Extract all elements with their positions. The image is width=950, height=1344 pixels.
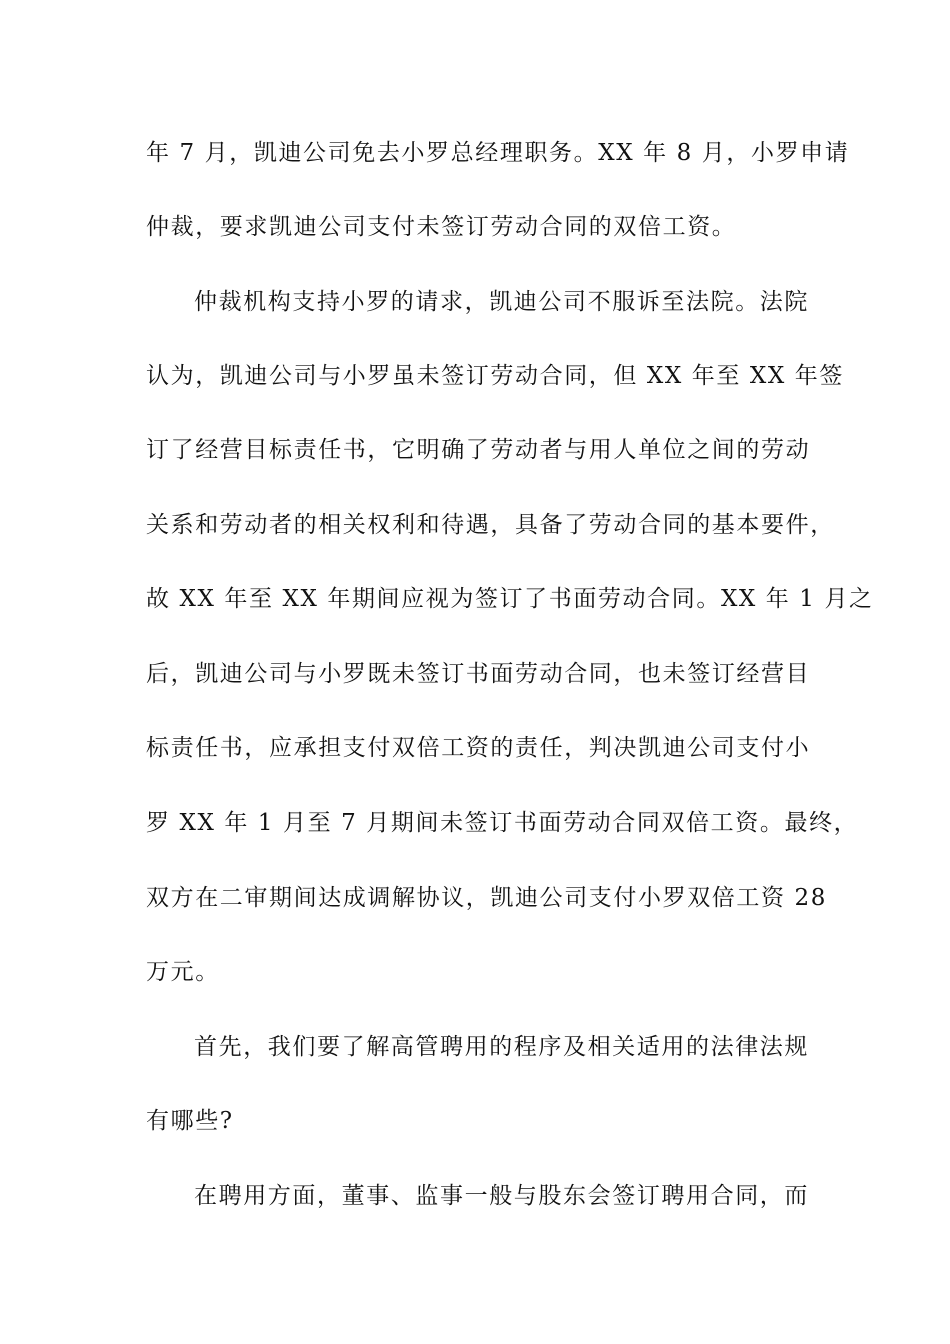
paragraph-start-line-3: 仲裁机构支持小罗的请求，凯迪公司不服诉至法院。法院: [194, 289, 809, 315]
paragraph-start-line-13: 首先，我们要了解高管聘用的程序及相关适用的法律法规: [194, 1034, 809, 1060]
text-line-9: 标责任书，应承担支付双倍工资的责任，判决凯迪公司支付小: [146, 735, 811, 761]
text-line-5: 订了经营目标责任书，它明确了劳动者与用人单位之间的劳动: [146, 437, 811, 463]
text-line-10: 罗 XX 年 1 月至 7 月期间未签订书面劳动合同双倍工资。最终，: [146, 810, 859, 836]
text-line-6: 关系和劳动者的相关权利和待遇，具备了劳动合同的基本要件，: [146, 512, 835, 538]
text-line-14: 有哪些?: [146, 1108, 234, 1134]
text-line-12: 万元。: [146, 959, 220, 985]
text-line-8: 后，凯迪公司与小罗既未签订书面劳动合同，也未签订经营目: [146, 661, 811, 687]
paragraph-start-line-15: 在聘用方面，董事、监事一般与股东会签订聘用合同，而: [194, 1183, 809, 1209]
text-line-11: 双方在二审期间达成调解协议，凯迪公司支付小罗双倍工资 28: [146, 885, 827, 911]
text-line-7: 故 XX 年至 XX 年期间应视为签订了书面劳动合同。XX 年 1 月之: [146, 586, 874, 612]
text-line-2: 仲裁，要求凯迪公司支付未签订劳动合同的双倍工资。: [146, 214, 737, 240]
text-line-4: 认为，凯迪公司与小罗虽未签订劳动合同，但 XX 年至 XX 年签: [146, 363, 844, 389]
text-line-1: 年 7 月，凯迪公司免去小罗总经理职务。XX 年 8 月，小罗申请: [146, 140, 850, 166]
